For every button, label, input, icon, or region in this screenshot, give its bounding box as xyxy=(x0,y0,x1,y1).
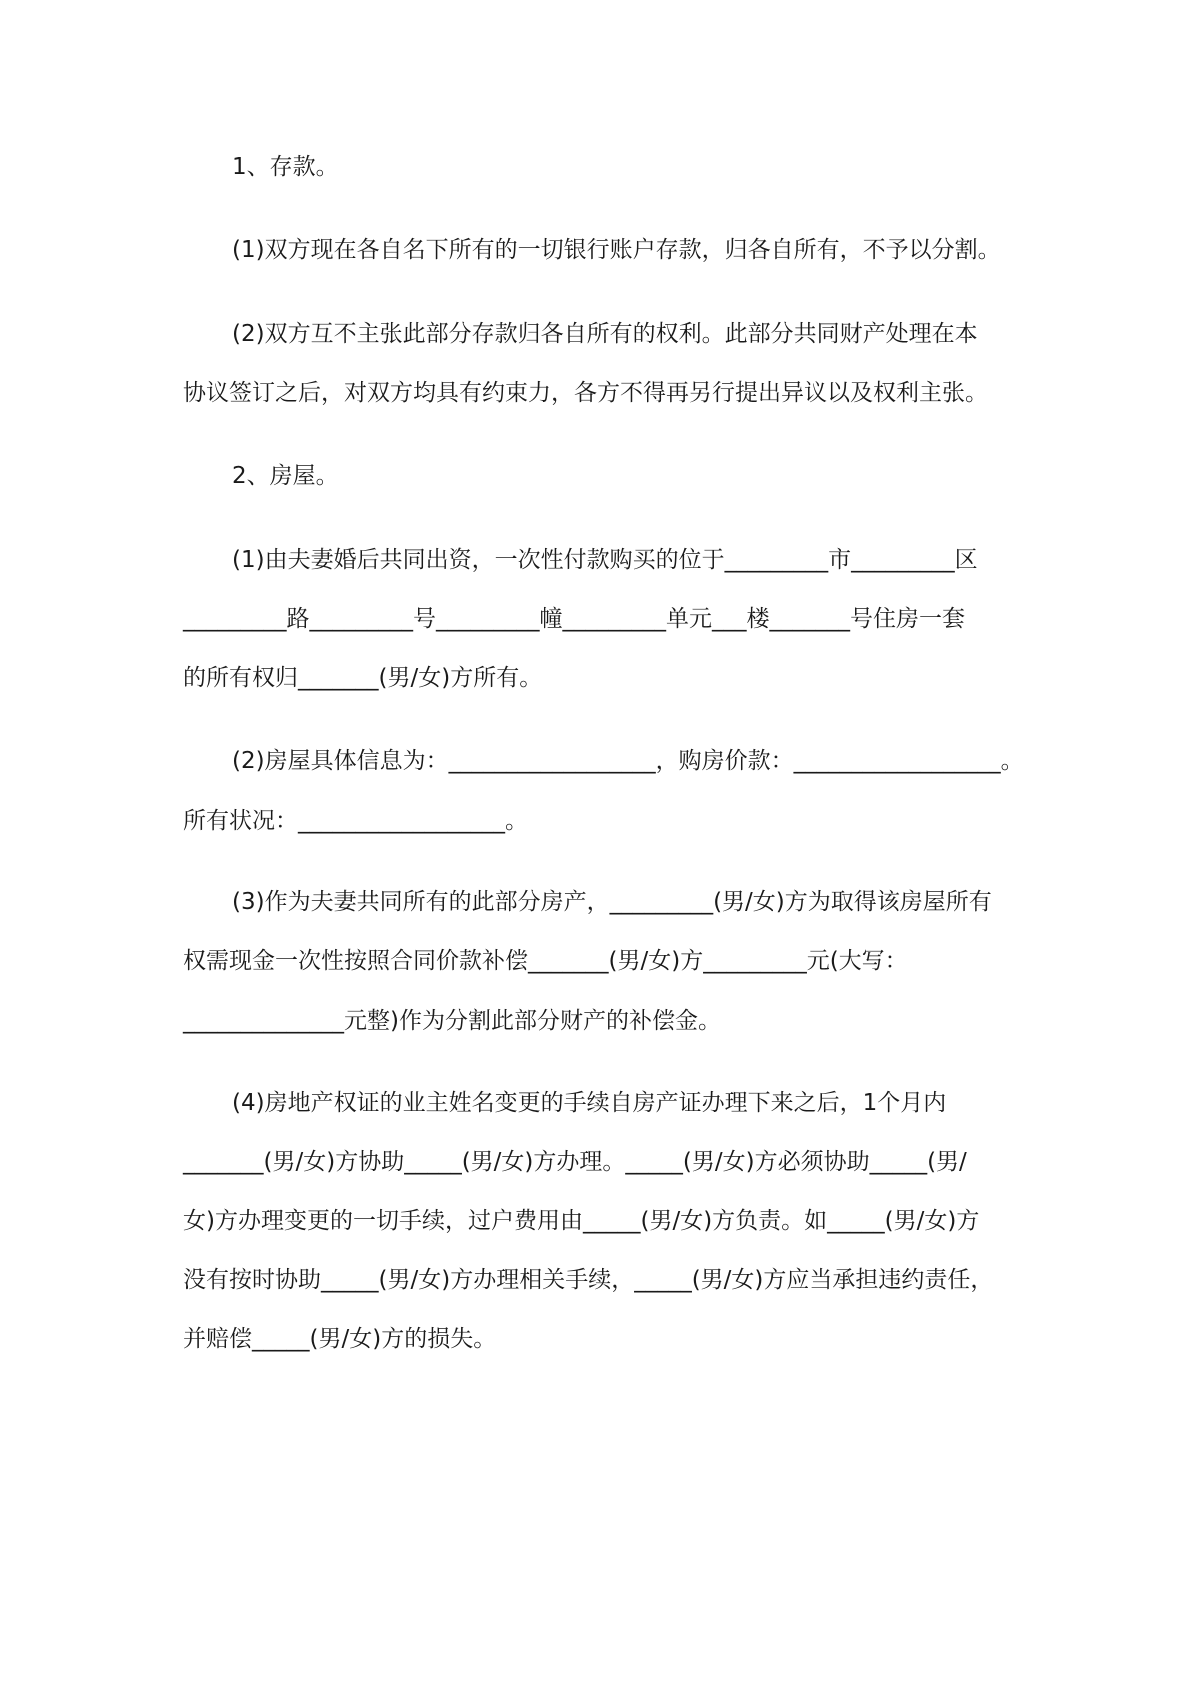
paragraph-line: 女)方办理变更的一切手续，过户费用由_____(男/女)方负责。如_____(男/女)方 xyxy=(183,1208,980,1234)
paragraph-line: 所有状况：__________________。 xyxy=(183,808,528,834)
paragraph-line: (4)房地产权证的业主姓名变更的手续自房产证办理下来之后，1个月内 xyxy=(232,1090,947,1116)
paragraph-line: 权需现金一次性按照合同价款补偿_______(男/女)方_________元(大写： xyxy=(183,948,908,974)
paragraph-line: (3)作为夫妻共同所有的此部分房产，_________(男/女)方为取得该房屋所有 xyxy=(232,889,992,915)
paragraph-line: ______________元整)作为分割此部分财产的补偿金。 xyxy=(183,1008,721,1034)
paragraph-line: 协议签订之后，对双方均具有约束力，各方不得再另行提出异议以及权利主张。 xyxy=(183,380,988,406)
paragraph-line: 没有按时协助_____(男/女)方办理相关手续，_____(男/女)方应当承担违约责任， xyxy=(183,1267,994,1293)
paragraph-line: _________路_________号_________幢_________单元___楼_______号住房一套 xyxy=(183,606,965,632)
section-heading-deposits: 1、存款。 xyxy=(232,154,339,180)
paragraph-line: 的所有权归_______(男/女)方所有。 xyxy=(183,665,543,691)
paragraph-line: (1)由夫妻婚后共同出资，一次性付款购买的位于_________市_________区 xyxy=(232,547,978,573)
paragraph-line: (2)房屋具体信息为：__________________，购房价款：__________________。 xyxy=(232,748,1024,774)
paragraph-line: 并赔偿_____(男/女)方的损失。 xyxy=(183,1326,497,1352)
paragraph-line: _______(男/女)方协助_____(男/女)方办理。_____(男/女)方必须协助_____(男/ xyxy=(183,1149,967,1175)
paragraph-line: (2)双方互不主张此部分存款归各自所有的权利。此部分共同财产处理在本 xyxy=(232,321,978,347)
section-heading-house: 2、房屋。 xyxy=(232,463,339,489)
paragraph-line: (1)双方现在各自名下所有的一切银行账户存款，归各自所有，不予以分割。 xyxy=(232,237,1001,263)
